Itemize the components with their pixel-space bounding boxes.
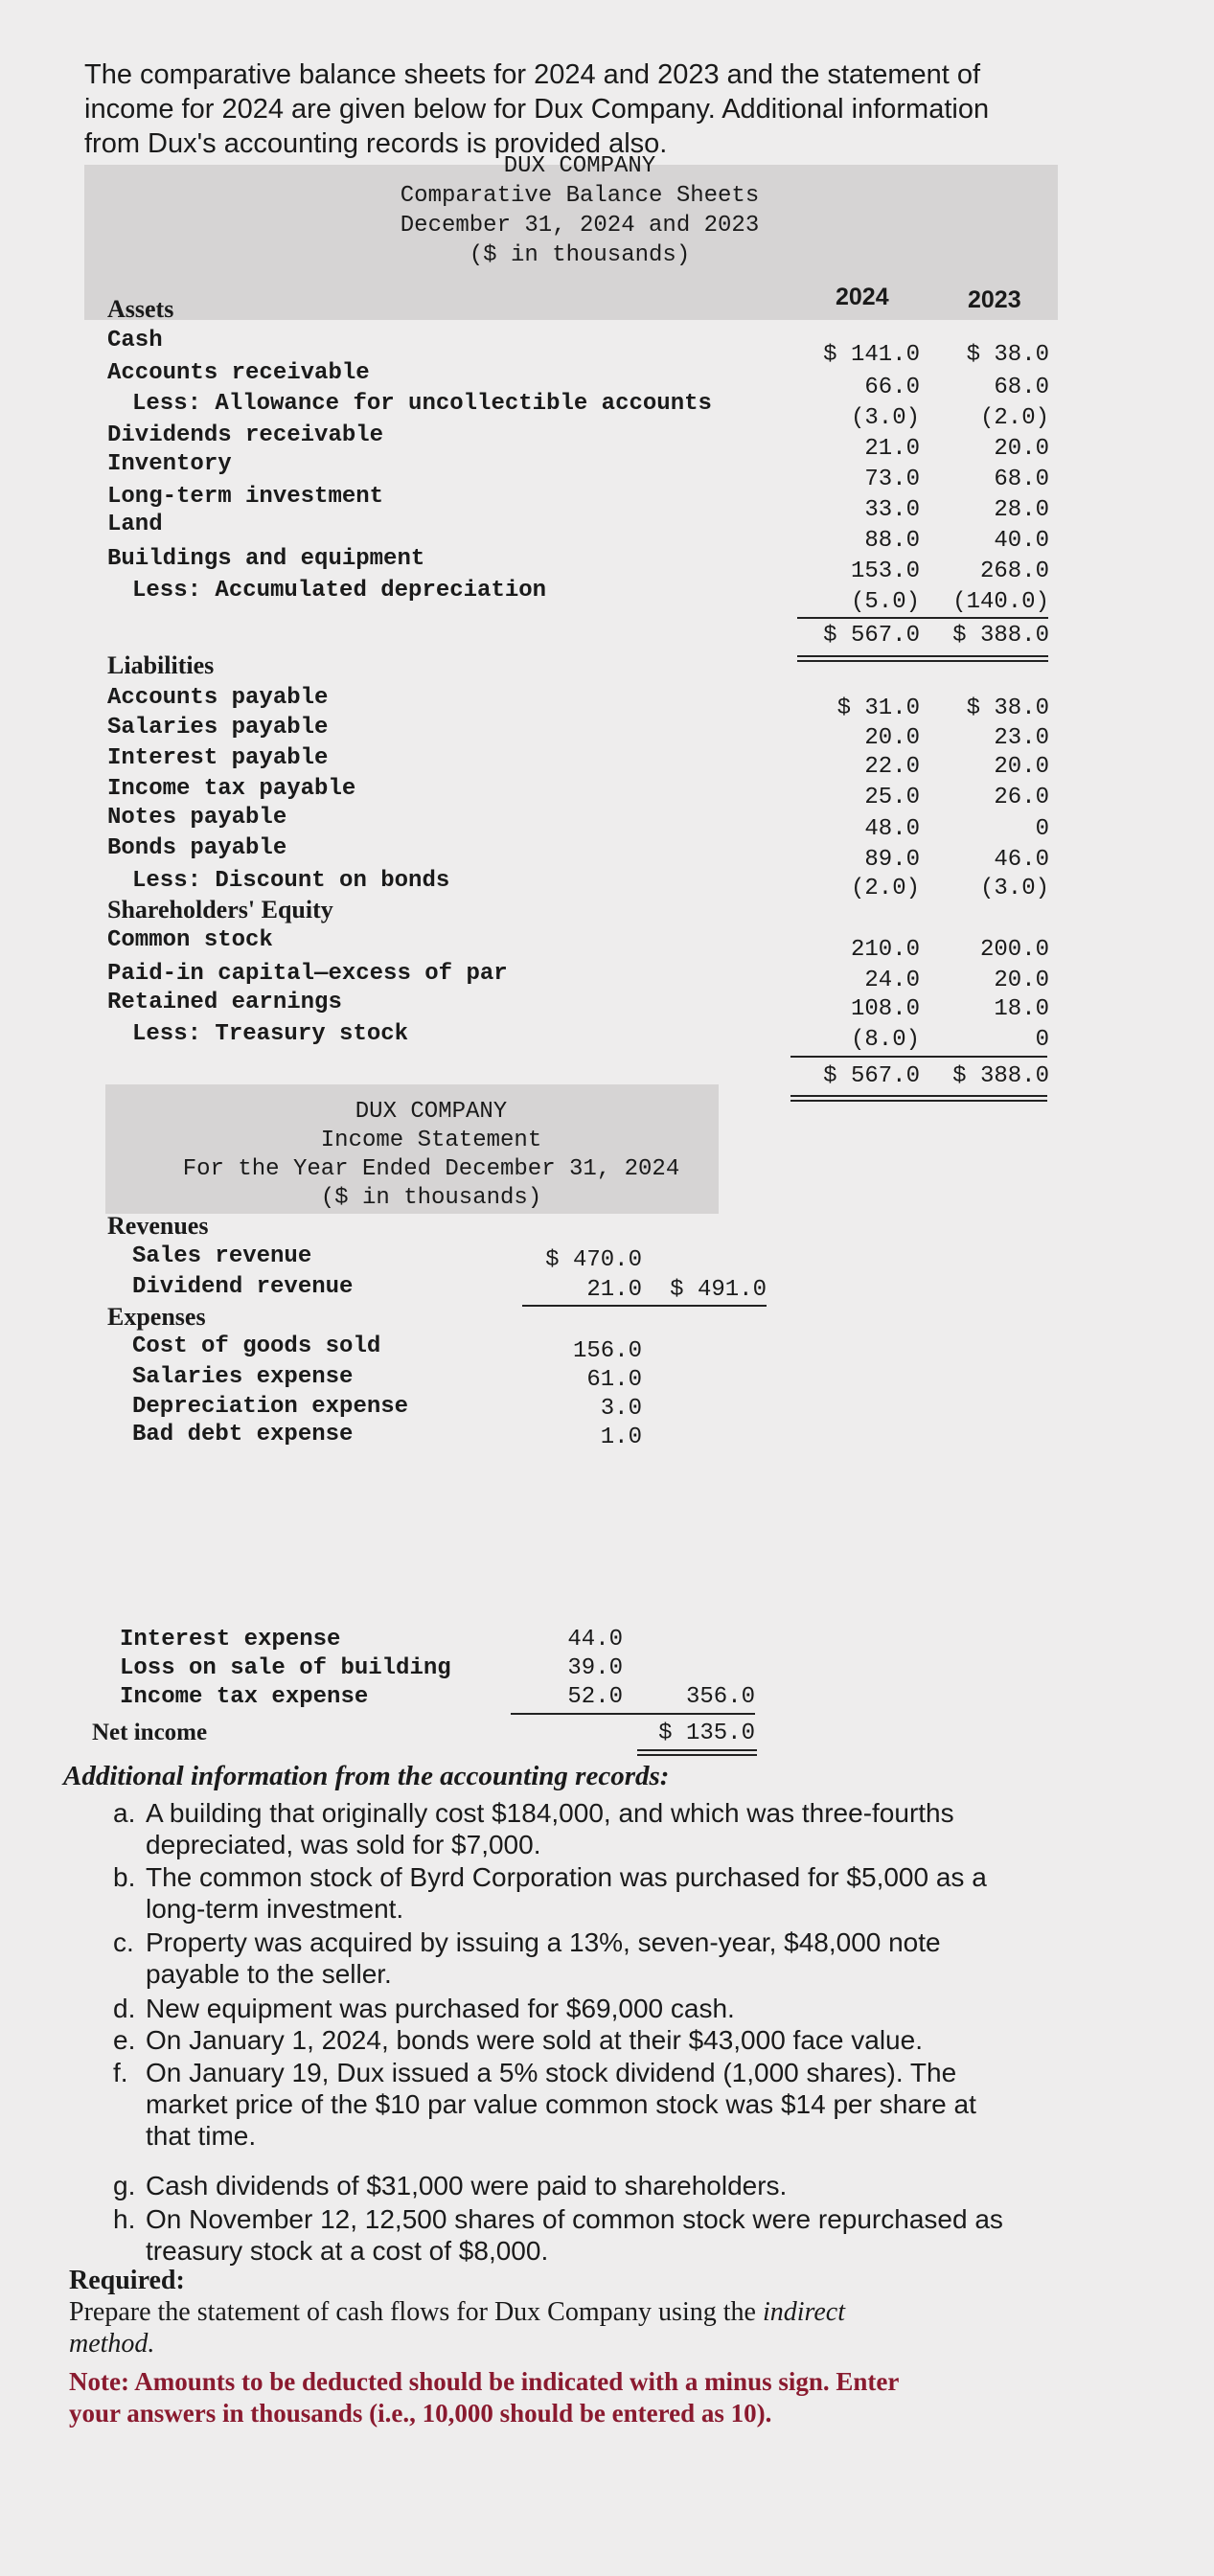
asset-2023-value: (2.0) (979, 405, 1049, 431)
asset-2024-value: 21.0 (864, 436, 920, 462)
net-income-double-rule (637, 1754, 757, 1756)
additional-item-letter: h. (113, 2204, 136, 2234)
additional-item-letter: d. (113, 1994, 136, 2023)
additional-item-line: On January 19, Dux issued a 5% stock dividend (1,000 shares). The (146, 2058, 957, 2087)
assets-subtotal-rule (797, 617, 1048, 619)
asset-2024-value: (5.0) (850, 589, 920, 615)
sales-revenue-label: Sales revenue (132, 1243, 312, 1269)
asset-2024-value: 33.0 (864, 497, 920, 523)
equity-label: Common stock (107, 927, 273, 953)
additional-item-line: long-term investment. (146, 1894, 404, 1924)
asset-2024-value: 73.0 (864, 467, 920, 492)
assets-total-2024: $ 567.0 (823, 623, 920, 649)
additional-item-line: Cash dividends of $31,000 were paid to shareholders. (146, 2171, 788, 2200)
equity-2023-value: 18.0 (994, 996, 1049, 1022)
intro-paragraph (84, 57, 1157, 161)
additional-item-line: payable to the seller. (146, 1959, 392, 1989)
required-heading: Required: (69, 2266, 185, 2295)
asset-2023-value: 68.0 (994, 375, 1049, 400)
year-2024-header: 2024 (836, 284, 889, 310)
liability-2023-value: 46.0 (994, 847, 1049, 873)
expense-label: Cost of goods sold (132, 1334, 381, 1359)
equity-2023-value: 200.0 (979, 937, 1049, 963)
note-line: your answers in thousands (i.e., 10,000 should be entered as 10). (69, 2399, 772, 2428)
le-total-2024: $ 567.0 (823, 1063, 920, 1089)
additional-item-line: that time. (146, 2121, 257, 2151)
liability-2024-value: 20.0 (864, 725, 920, 751)
asset-label: Less: Accumulated depreciation (132, 578, 547, 604)
additional-item-line: market price of the $10 par value common stock was $14 per share at (146, 2089, 976, 2119)
equity-label: Less: Treasury stock (132, 1021, 409, 1047)
additional-item-line: On November 12, 12,500 shares of common stock were repurchased as (146, 2204, 1003, 2234)
asset-label: Land (107, 512, 163, 537)
bs-title-company: DUX COMPANY (503, 153, 656, 179)
liability-label: Interest payable (107, 745, 329, 771)
expense-value: 3.0 (600, 1396, 642, 1422)
liability-2023-value: 23.0 (994, 725, 1049, 751)
liability-label: Less: Discount on bonds (132, 868, 450, 894)
liability-2024-value: $ 31.0 (836, 695, 920, 721)
required-text-italic: indirect (762, 2297, 846, 2327)
le-subtotal-rule (790, 1056, 1047, 1058)
asset-label: Accounts receivable (107, 360, 370, 386)
required-text-line2: method. (69, 2329, 155, 2359)
expense-value: 52.0 (567, 1684, 623, 1710)
liability-2023-value: 26.0 (994, 785, 1049, 810)
asset-label: Cash (107, 328, 163, 353)
sales-revenue-value: $ 470.0 (545, 1247, 642, 1273)
equity-2024-value: 108.0 (850, 996, 920, 1022)
asset-2024-value: $ 141.0 (823, 342, 920, 368)
asset-2023-value: $ 38.0 (966, 342, 1049, 368)
note-line: Note: Amounts to be deducted should be indicated with a minus sign. Enter (69, 2367, 900, 2396)
expense-value: 39.0 (567, 1655, 623, 1681)
equity-heading: Shareholders' Equity (107, 896, 333, 923)
additional-item-line: depreciated, was sold for $7,000. (146, 1830, 541, 1859)
assets-total-double-rule (797, 655, 1048, 657)
additional-item-line: Property was acquired by issuing a 13%, seven-year, $48,000 note (146, 1927, 941, 1957)
net-income-label: Net income (92, 1720, 208, 1745)
is-title-period: For the Year Ended December 31, 2024 (182, 1156, 680, 1182)
dividend-revenue-value: 21.0 (586, 1277, 642, 1303)
bs-title-name: Comparative Balance Sheets (400, 183, 760, 209)
le-total-double-rule (790, 1095, 1047, 1097)
liability-label: Notes payable (107, 805, 287, 831)
expense-label: Bad debt expense (132, 1422, 354, 1448)
asset-label: Less: Allowance for uncollectible accounts (132, 391, 712, 417)
additional-item-line: On January 1, 2024, bonds were sold at their $43,000 face value. (146, 2025, 923, 2055)
assets-total-2023: $ 388.0 (952, 623, 1049, 649)
intro-line: income for 2024 are given below for Dux Company. Additional information (84, 94, 990, 125)
liabilities-heading: Liabilities (107, 651, 215, 679)
expense-label: Income tax expense (120, 1684, 369, 1710)
asset-label: Dividends receivable (107, 422, 384, 448)
net-income-double-rule (637, 1749, 757, 1751)
asset-label: Buildings and equipment (107, 546, 425, 572)
bs-title-units: ($ in thousands) (469, 242, 691, 268)
liability-label: Accounts payable (107, 685, 329, 711)
asset-2024-value: 88.0 (864, 528, 920, 554)
revenue-rule (522, 1305, 767, 1307)
assets-total-double-rule (797, 660, 1048, 662)
expense-value: 44.0 (567, 1627, 623, 1653)
expense-value: 1.0 (600, 1425, 642, 1450)
assets-heading: Assets (107, 295, 174, 323)
liability-label: Salaries payable (107, 715, 329, 741)
equity-2024-value: 24.0 (864, 968, 920, 993)
additional-info-heading: Additional information from the accounting records: (63, 1761, 670, 1791)
additional-item-line: treasury stock at a cost of $8,000. (146, 2236, 549, 2266)
additional-item-line: The common stock of Byrd Corporation was purchased for $5,000 as a (146, 1862, 987, 1892)
liability-2023-value: 0 (1035, 816, 1049, 842)
additional-item-line: New equipment was purchased for $69,000 cash. (146, 1994, 735, 2023)
required-text (69, 2297, 845, 2328)
additional-item-letter: f. (113, 2058, 128, 2087)
expense-label: Depreciation expense (132, 1394, 409, 1420)
is-title-company: DUX COMPANY (355, 1099, 508, 1125)
is-title-name: Income Statement (320, 1128, 542, 1153)
liability-2023-value: (3.0) (979, 876, 1049, 901)
asset-2024-value: (3.0) (850, 405, 920, 431)
total-revenue-value: $ 491.0 (670, 1277, 767, 1303)
equity-label: Paid-in capital—excess of par (107, 961, 508, 987)
bs-title-date: December 31, 2024 and 2023 (400, 213, 760, 239)
asset-label: Inventory (107, 451, 232, 477)
asset-2024-value: 153.0 (850, 559, 920, 584)
expense-value: 156.0 (572, 1338, 642, 1364)
liability-2023-value: 20.0 (994, 754, 1049, 780)
liability-2023-value: $ 38.0 (966, 695, 1049, 721)
net-income-value: $ 135.0 (658, 1721, 755, 1746)
liability-2024-value: 22.0 (864, 754, 920, 780)
additional-item-letter: a. (113, 1798, 136, 1828)
additional-item-letter: e. (113, 2025, 136, 2055)
is-title-units: ($ in thousands) (320, 1185, 542, 1211)
revenues-heading: Revenues (107, 1212, 209, 1240)
liability-label: Bonds payable (107, 835, 287, 861)
le-total-2023: $ 388.0 (952, 1063, 1049, 1089)
le-total-double-rule (790, 1100, 1047, 1102)
asset-2023-value: (140.0) (952, 589, 1049, 615)
asset-2023-value: 68.0 (994, 467, 1049, 492)
liability-2024-value: 89.0 (864, 847, 920, 873)
intro-line: from Dux's accounting records is provided also. (84, 128, 668, 159)
asset-label: Long-term investment (107, 484, 384, 510)
total-expenses-value: 356.0 (685, 1684, 755, 1710)
asset-2024-value: 66.0 (864, 375, 920, 400)
asset-2023-value: 20.0 (994, 436, 1049, 462)
equity-2023-value: 20.0 (994, 968, 1049, 993)
additional-item-letter: g. (113, 2171, 136, 2200)
additional-item-letter: c. (113, 1927, 134, 1957)
expenses-rule (511, 1713, 755, 1715)
additional-item-line: A building that originally cost $184,000, and which was three-fourths (146, 1798, 954, 1828)
expense-label: Salaries expense (132, 1364, 354, 1390)
year-2023-header: 2023 (968, 286, 1021, 313)
asset-2023-value: 40.0 (994, 528, 1049, 554)
required-text-main: Prepare the statement of cash flows for Dux Company using the (69, 2297, 763, 2327)
dividend-revenue-label: Dividend revenue (132, 1274, 354, 1300)
equity-label: Retained earnings (107, 990, 342, 1015)
expenses-heading: Expenses (107, 1303, 206, 1331)
intro-line: The comparative balance sheets for 2024 and 2023 and the statement of (84, 59, 981, 90)
asset-2023-value: 268.0 (979, 559, 1049, 584)
equity-2023-value: 0 (1035, 1027, 1049, 1053)
equity-2024-value: (8.0) (850, 1027, 920, 1053)
expense-label: Loss on sale of building (120, 1655, 451, 1681)
liability-2024-value: (2.0) (850, 876, 920, 901)
additional-item-letter: b. (113, 1862, 136, 1892)
equity-2024-value: 210.0 (850, 937, 920, 963)
liability-2024-value: 25.0 (864, 785, 920, 810)
liability-label: Income tax payable (107, 776, 356, 802)
asset-2023-value: 28.0 (994, 497, 1049, 523)
expense-label: Interest expense (120, 1627, 341, 1653)
expense-value: 61.0 (586, 1367, 642, 1393)
liability-2024-value: 48.0 (864, 816, 920, 842)
